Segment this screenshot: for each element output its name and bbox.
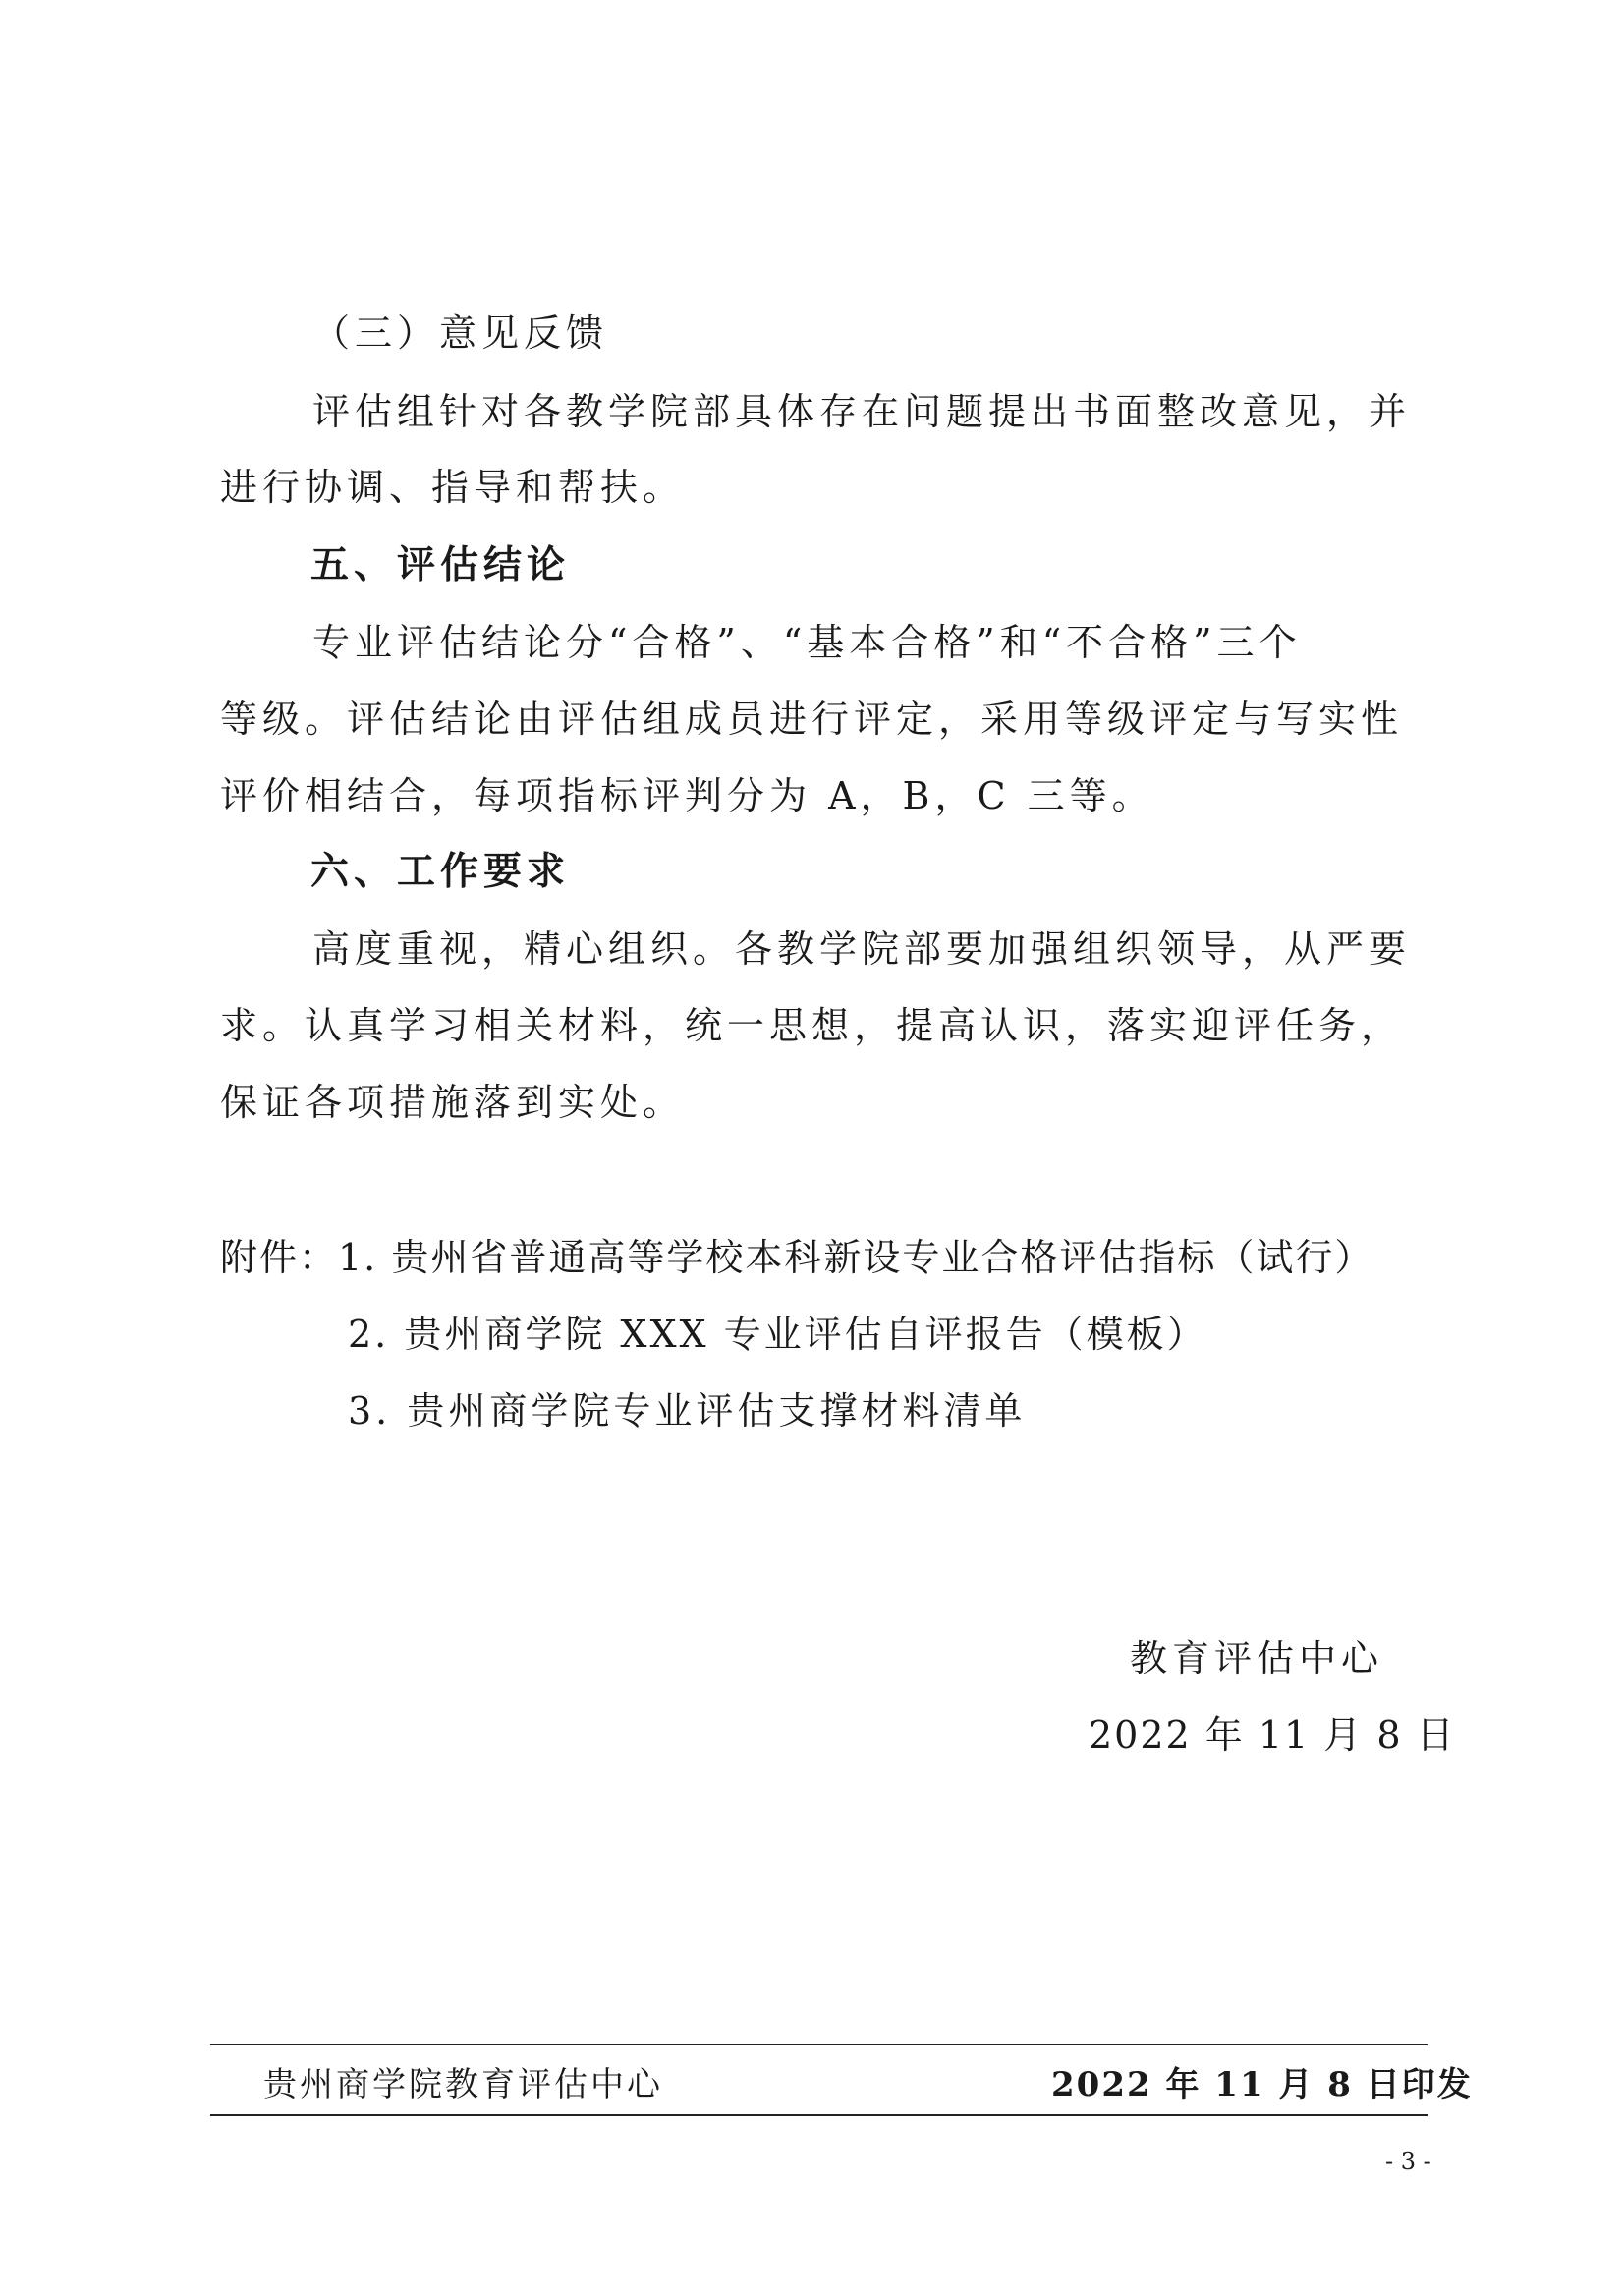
footer-issuer: 贵州商学院教育评估中心 (263, 2065, 663, 2104)
section-5-paragraph-line: 评价相结合，每项指标评判分为 A，B，C 三等。 (220, 774, 1154, 817)
section-3-heading: （三）意见反馈 (312, 311, 609, 355)
section-6-paragraph-line: 求。认真学习相关材料，统一思想，提高认识，落实迎评任务， (220, 1004, 1404, 1047)
signature-org: 教育评估中心 (1130, 1637, 1384, 1680)
section-6-heading: 六、工作要求 (310, 850, 571, 894)
attachment-item-3: 3. 贵州商学院专业评估支撑材料清单 (348, 1389, 1027, 1432)
attachment-item-2: 2. 贵州商学院 XXX 专业评估自评报告（模板） (348, 1313, 1207, 1356)
page-number: - 3 - (1385, 2148, 1431, 2175)
footer-issue-date: 2022 年 11 月 8 日印发 (1051, 2065, 1473, 2104)
section-5-paragraph-line: 专业评估结论分“合格”、“基本合格”和“不合格”三个 (312, 621, 1302, 664)
section-5-paragraph-line: 等级。评估结论由评估组成员进行评定，采用等级评定与写实性 (220, 698, 1404, 741)
section-6-paragraph-line: 保证各项措施落到实处。 (220, 1081, 686, 1124)
section-5-heading: 五、评估结论 (310, 543, 571, 588)
attachment-item-1: 附件：1. 贵州省普通高等学校本科新设专业合格评估指标（试行） (220, 1236, 1374, 1279)
section-6-paragraph-line: 高度重视，精心组织。各教学院部要加强组织领导，从严要 (312, 927, 1412, 971)
section-3-paragraph-line: 评估组针对各教学院部具体存在问题提出书面整改意见，并 (312, 390, 1412, 433)
section-3-paragraph-line: 进行协调、指导和帮扶。 (220, 466, 686, 509)
footer-top-rule (210, 2044, 1428, 2045)
footer-bottom-rule (210, 2114, 1428, 2116)
signature-date: 2022 年 11 月 8 日 (1089, 1713, 1456, 1757)
